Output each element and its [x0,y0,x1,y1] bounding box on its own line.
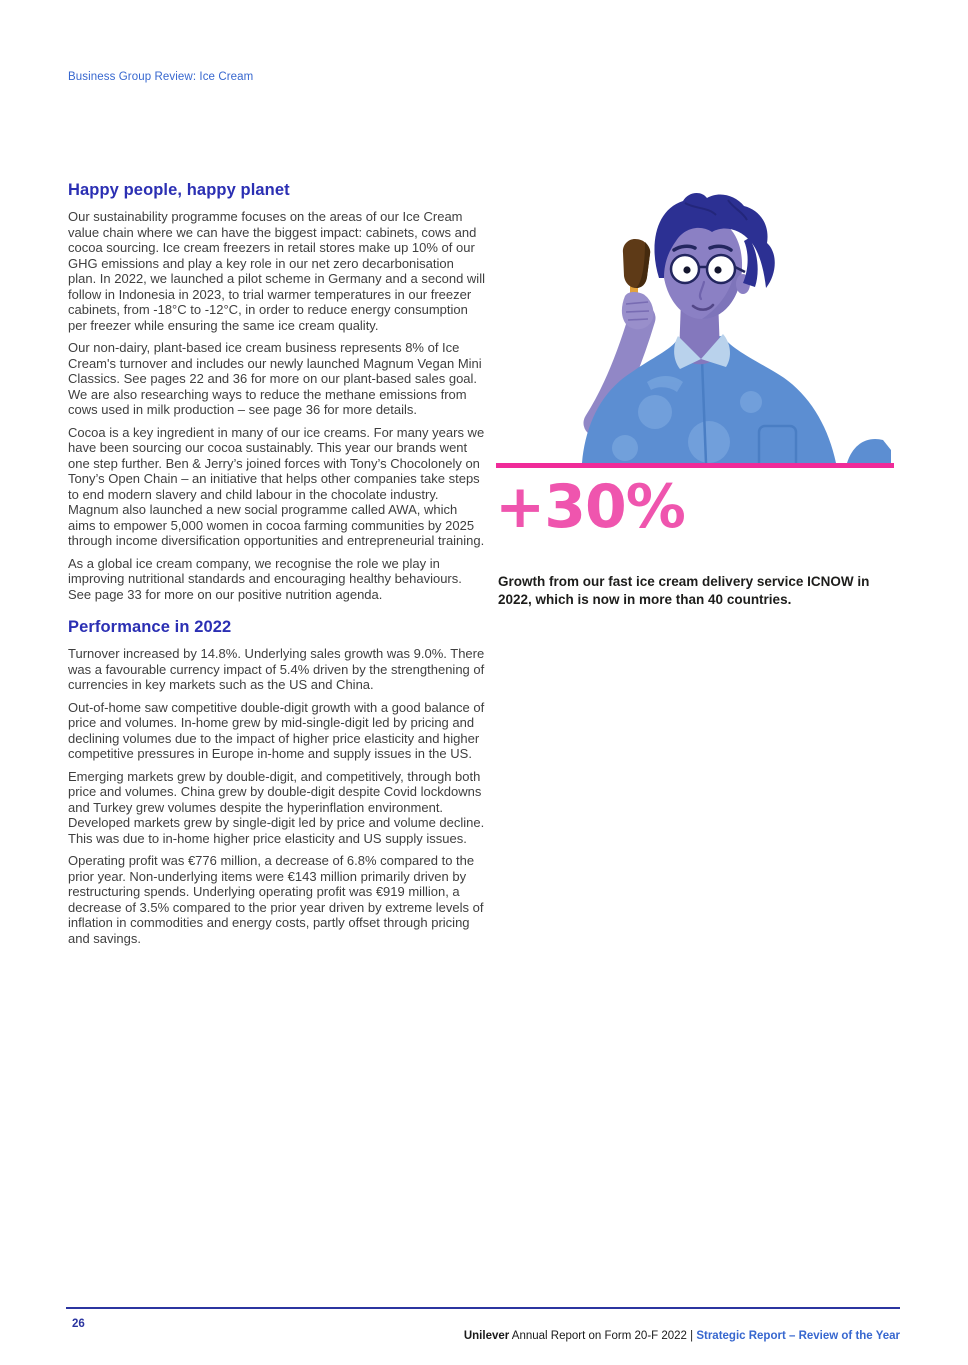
footer-brand: Unilever [463,1330,510,1342]
footer-section-link: Strategic Report – Review of the Year [696,1330,900,1342]
arm-right [847,439,891,463]
paragraph: Our sustainability programme focuses on the areas of our Ice Cream value chain where we can have the biggest impact: cabinets, cows and cocoa sourcing. Ice cream freezers in retail stores make up 10% of our GHG emissions and play a key role in our net zero decarbonisation plan. In 2022, we launched a pilot scheme in Germany and a second will follow in Indonesia in 2023, to trial warmer temperatures in our freezer cabinets, from -18°C to -12°C, in order to reduce energy consumption per freezer while ensuring the same ice cream quality. [68,209,485,333]
pupil-right [714,266,721,273]
paragraph: Our non-dairy, plant-based ice cream business represents 8% of Ice Cream's turnover and includes our newly launched Magnum Vegan Mini Classics. See pages 22 and 36 for more on our plant-based sales goal. We are also researching ways to reduce the methane emissions from cows used in milk production – see page 36 for more details. [68,340,482,417]
paragraph: Cocoa is a key ingredient in many of our ice creams. For many years we have been sourcing our cocoa sustainably. This year our brands went one step further. Ben & Jerry’s joined forces with Tony’s Chocolonely on Tony’s Open Chain – an initiative that helps other companies take steps to end modern slavery and child labour in the chocolate industry. Magnum also launched a new social programme called AWA, which aims to empower 5,000 women in cocoa farming communities by 2025 through income diversification opportunities and entrepreneurial training. [68,424,485,548]
breadcrumb: Business Group Review: Ice Cream [68,71,254,83]
pupil-left [683,266,690,273]
page-number: 26 [72,1318,85,1330]
paragraph: As a global ice cream company, we recognise the role we play in improving nutritional standards and encouraging healthy behaviours. See page 33 for more on our positive nutrition agenda. [68,555,462,602]
paragraph: Operating profit was €776 million, a decrease of 6.8% compared to the prior year. Non-underlying items were €143 million primarily driven by restructuring spends. Underlying operating profit was €919 million, a decrease of 3.5% compared to the prior year driven by extreme levels of inflation in commodities and energy costs, partly offset through pricing and savings. [68,853,484,946]
pink-divider [496,463,894,468]
section-heading-performance: Performance in 2022 [68,618,232,636]
paragraph: Emerging markets grew by double-digit, and competitively, through both price and volumes. China grew by double-digit despite Covid lockdowns and Turkey grew volumes despite the hyperinflation environment. Developed markets grew by single-digit led by price and volume decline. This was due to in-home higher price elasticity and US supply issues. [68,768,485,846]
person-illustration-svg [497,190,891,463]
footer-text [451,1318,900,1354]
footer-divider [66,1307,900,1309]
main-text-column [68,181,485,953]
stat-value: +30% [495,472,685,542]
section-heading-happy-people: Happy people, happy planet [68,181,290,199]
paragraph: Out-of-home saw competitive double-digit growth with a good balance of price and volumes. In-home grew by mid-single-digit led by pricing and declining volumes due to the impact of higher price elasticity and higher competitive pressures in Europe in-home and supply issues in the US. [68,699,485,761]
person-ice-cream-illustration [497,190,891,463]
footer-report-title: Annual Report on Form 20-F 2022 | [509,1330,697,1342]
paragraph: Turnover increased by 14.8%. Underlying sales growth was 9.0%. There was a favourable currency impact of 5.4% driven by the strengthening of currencies in key markets such as the US and China. [68,646,485,692]
stat-caption: Growth from our fast ice cream delivery service ICNOW in 2022, which is now in more than 40 countries. [498,574,870,607]
